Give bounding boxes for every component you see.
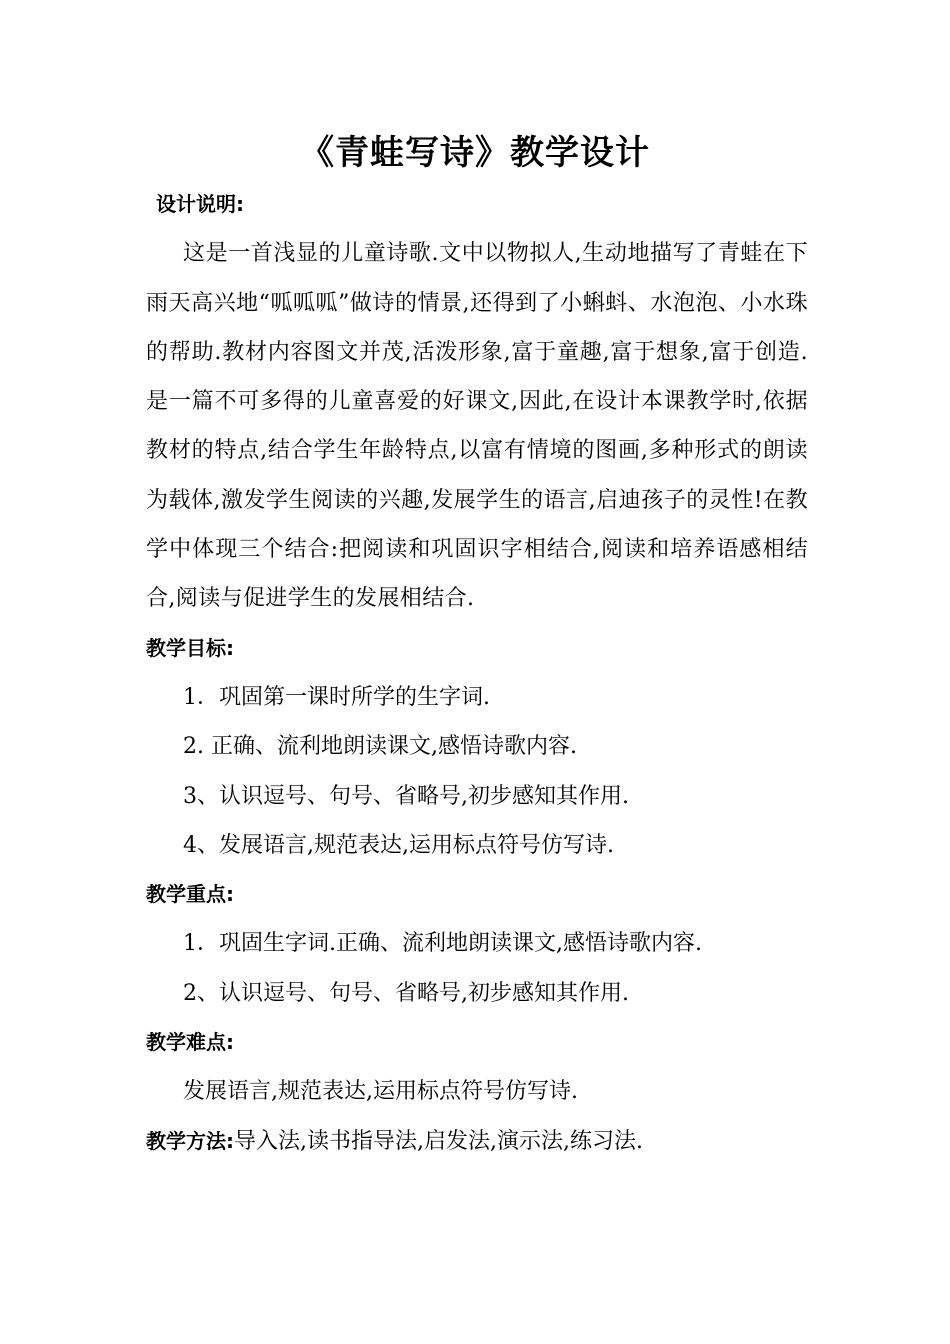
methods-heading: 教学方法: — [146, 1128, 234, 1153]
difficulties-text: 发展语言,规范表达,运用标点符号仿写诗. — [183, 1079, 578, 1105]
design-note-heading: 设计说明: — [156, 192, 244, 216]
key-points-heading: 教学重点: — [146, 882, 234, 907]
document-body — [146, 180, 808, 1166]
difficulties-heading: 教学难点: — [146, 1030, 234, 1055]
document-title: 《青蛙写诗》教学设计 — [300, 133, 650, 173]
objective-item: 2. 正确、流利地朗读课文,感悟诗歌内容. — [183, 734, 577, 760]
methods-text: 导入法,读书指导法,启发法,演示法,练习法. — [234, 1128, 643, 1154]
objective-item: 1．巩固第一课时所学的生字词. — [183, 684, 490, 710]
key-point-item: 1．巩固生字词.正确、流利地朗读课文,感悟诗歌内容. — [183, 931, 702, 957]
key-point-item: 2、认识逗号、句号、省略号,初步感知其作用. — [183, 980, 629, 1006]
objective-item: 4、发展语言,规范表达,运用标点符号仿写诗. — [183, 832, 614, 858]
objective-item: 3、认识逗号、句号、省略号,初步感知其作用. — [183, 783, 629, 809]
methods-line — [146, 1117, 808, 1166]
objectives-heading: 教学目标: — [146, 635, 234, 660]
design-note-paragraph: 这是一首浅显的儿童诗歌.文中以物拟人,生动地描写了青蛙在下雨天高兴地“呱呱呱”做诗的情景,还得到了小蝌蚪、水泡泡、小水珠的帮助.教材内容图文并茂,活泼形象,富于童趣,富于想象,富于创造.是一篇不可多得的儿童喜爱的好课文,因此,在设计本课教学时,依据教材的特点,结合学生年龄特点,以富有情境的图画,多种形式的朗读为载体,激发学生阅读的兴趣,发展学生的语言,启迪孩子的灵性!在教学中体现三个结合:把阅读和巩固识字相结合,阅读和培养语感相结合,阅读与促进学生的发展相结合. — [146, 241, 808, 612]
